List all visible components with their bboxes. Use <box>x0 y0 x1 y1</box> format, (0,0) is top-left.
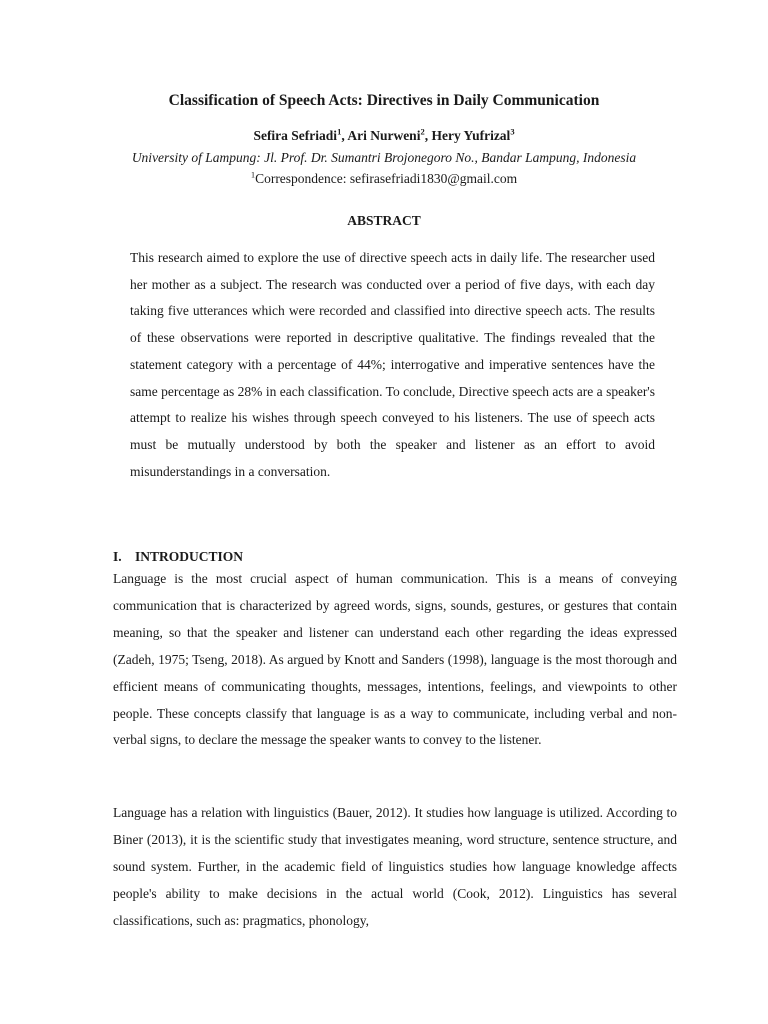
author-name: Hery Yufrizal <box>431 128 511 143</box>
author-list <box>0 128 768 144</box>
correspondence-line <box>0 171 768 187</box>
section-heading-introduction <box>113 549 243 565</box>
body-paragraph: Language has a relation with linguistics (Bauer, 2012). It studies how language is utilized. According to Biner (2013), it is the scientific study that investigates meaning, word structure, sentence structure, and sound system. Further, in the academic field of linguistics studies how language knowledge affects people's ability to make decisions in the actual world (Cook, 2012). Linguistics has several classifications, such as: pragmatics, phonology, <box>113 805 677 928</box>
section-number: I. <box>113 549 122 564</box>
correspondence-email: Correspondence: sefirasefriadi1830@gmail.com <box>255 171 518 186</box>
author-affiliation-marker: 3 <box>510 126 515 137</box>
author-name: Ari Nurweni <box>347 128 421 143</box>
body-paragraph: Language is the most crucial aspect of human communication. This is a means of conveying communication that is characterized by agreed words, signs, sounds, gestures, or gestures that contain meaning, so that the speaker and listener can understand each other regarding the ideas expressed (Zadeh, 1975; Tseng, 2018). As argued by Knott and Sanders (1998), language is the most thorough and efficient means of communicating thoughts, messages, intentions, feelings, and viewpoints to other people. These concepts classify that language is as a way to communicate, including verbal and non-verbal signs, to declare the message the speaker wants to convey to the listener. <box>113 571 677 748</box>
author-name: Sefira Sefriadi <box>253 128 338 143</box>
section-title: INTRODUCTION <box>135 549 244 564</box>
correspondence-marker: 1 <box>250 169 256 180</box>
author-separator: , <box>424 128 432 143</box>
paper-title: Classification of Speech Acts: Directives in Daily Communication <box>168 92 600 109</box>
author-affiliation: University of Lampung: Jl. Prof. Dr. Sumantri Brojonegoro No., Bandar Lampung, Indonesia <box>131 150 637 165</box>
author-affiliation-marker: 1 <box>337 126 342 137</box>
author-affiliation-marker: 2 <box>420 126 425 137</box>
author-separator: , <box>341 128 348 143</box>
abstract-body: This research aimed to explore the use of directive speech acts in daily life. The researcher used her mother as a subject. The research was conducted over a period of five days, with each day taking five utterances which were recorded and classified into directive speech acts. The results of these observations were reported in descriptive qualitative. The findings revealed that the statement category with a percentage of 44%; interrogative and imperative sentences have the same percentage as 28% in each classification. To conclude, Directive speech acts are a speaker's attempt to realize his wishes through speech conveyed to his listeners. The use of speech acts must be mutually understood by both the speaker and listener as an effort to avoid misunderstandings in a conversation. <box>130 250 655 479</box>
abstract-heading: ABSTRACT <box>347 213 421 228</box>
